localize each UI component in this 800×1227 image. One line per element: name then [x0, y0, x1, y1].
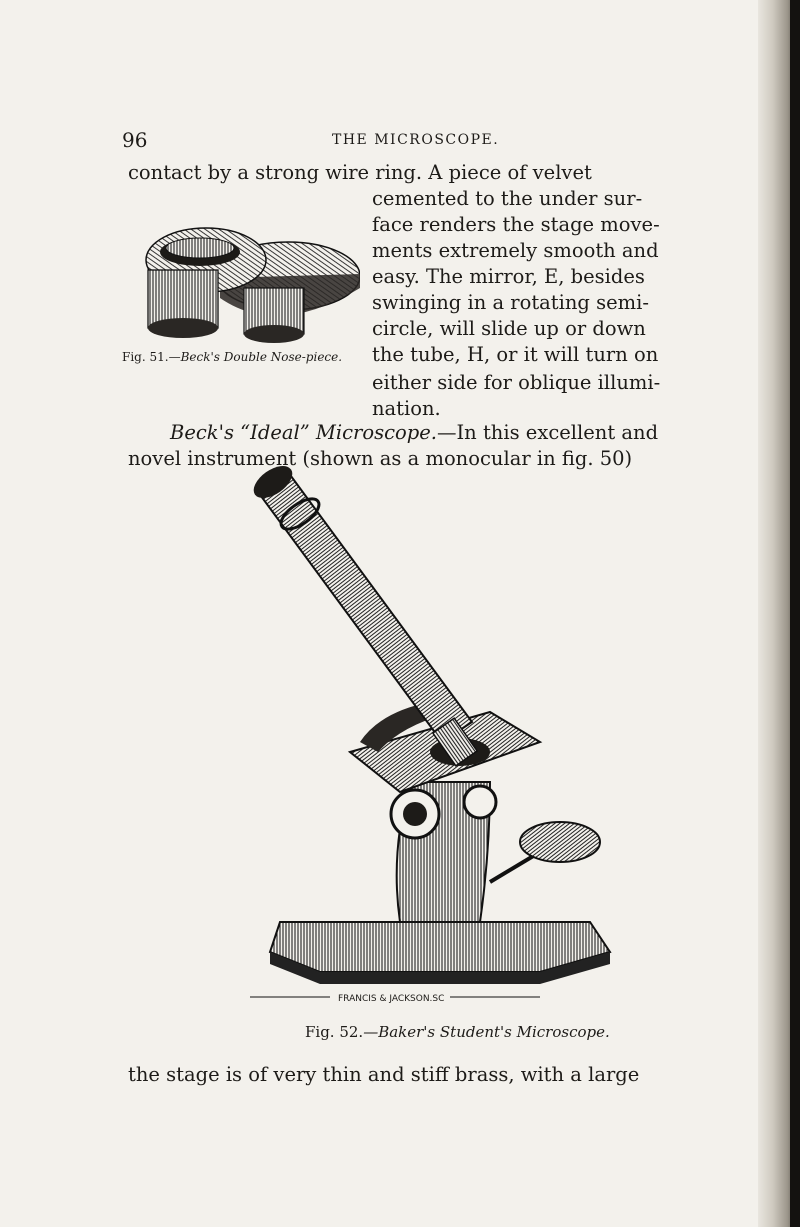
section-heading-line	[170, 420, 658, 446]
book-edge	[790, 0, 800, 1227]
text-line-1: contact by a strong wire ring. A piece of velvet	[128, 161, 592, 184]
fig51-caption-text: —Beck's Double Nose-piece.	[168, 350, 343, 364]
text-line-10: nation.	[372, 397, 441, 420]
microscope-illustration	[210, 452, 630, 1012]
fig52-caption	[305, 1023, 610, 1041]
section-heading: Beck's “Ideal” Microscope.	[170, 421, 437, 444]
fig51-label: Fig. 51.	[122, 350, 169, 364]
section-line-2: novel instrument (shown as a monocular in fig. 50)	[128, 447, 633, 470]
text-line-3: face renders the stage move-	[372, 213, 660, 236]
fig52-label: Fig. 52.	[305, 1023, 364, 1041]
page-header	[122, 128, 692, 158]
text-line-8: the tube, H, or it will turn on	[372, 343, 659, 366]
text-line-7: circle, will slide up or down	[372, 317, 646, 340]
text-line-6: swinging in a rotating semi-	[372, 291, 649, 314]
text-line-5: easy. The mirror, E, besides	[372, 265, 645, 288]
engraver-credit: FRANCIS & JACKSON.SC	[338, 994, 445, 1004]
double-nosepiece-illustration	[128, 218, 360, 348]
fig51-caption	[122, 350, 342, 364]
text-line-9: either side for oblique illumi-	[372, 371, 661, 394]
fig52-caption-text: —Baker's Student's Microscope.	[363, 1023, 610, 1041]
page-number: 96	[122, 128, 148, 152]
text-line-2: cemented to the under sur-	[372, 187, 643, 210]
bottom-text-line: the stage is of very thin and stiff brass, with a large	[128, 1063, 640, 1086]
running-title: THE MICROSCOPE.	[332, 132, 500, 148]
section-heading-rest: —In this excellent and	[436, 421, 659, 444]
text-line-4: ments extremely smooth and	[372, 239, 659, 262]
